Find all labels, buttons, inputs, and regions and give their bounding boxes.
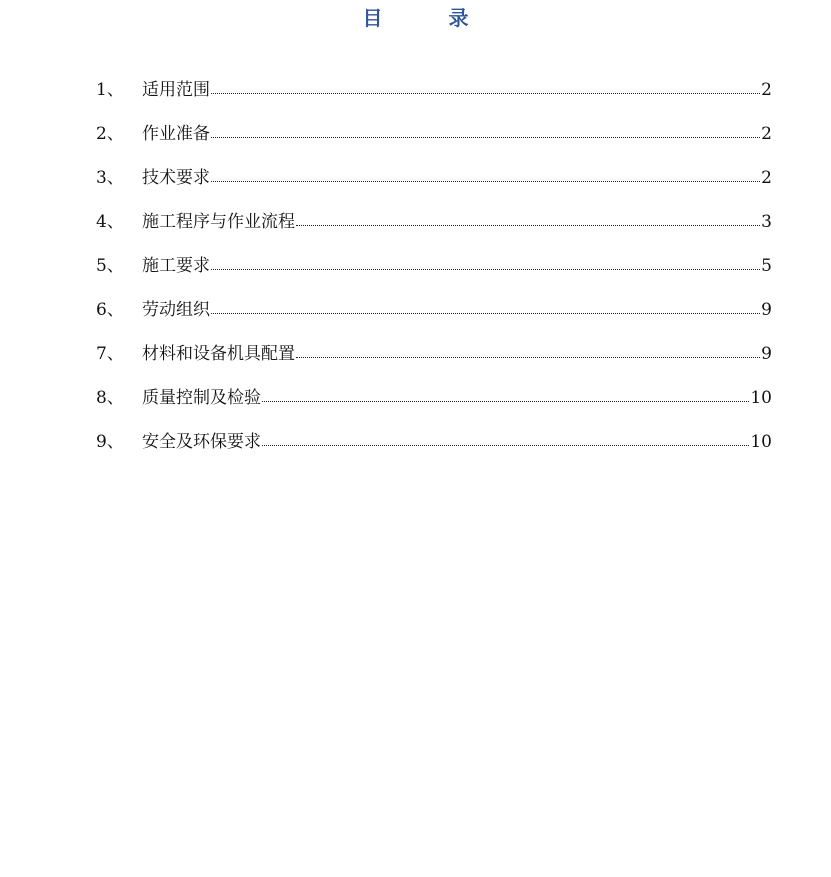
toc-entry-number: 1、 <box>96 80 124 100</box>
toc-entry-number: 2、 <box>96 124 124 144</box>
toc-entry-title: 安全及环保要求 <box>142 432 261 452</box>
toc-entry-page: 3 <box>761 212 772 232</box>
toc-entry-page: 10 <box>750 388 772 408</box>
toc-entry-number: 5、 <box>96 256 124 276</box>
toc-entry-1[interactable] <box>96 68 772 112</box>
dot-leader <box>262 400 749 402</box>
toc-entry-number: 9、 <box>96 432 124 452</box>
toc-entry-page: 9 <box>761 300 772 320</box>
toc-entry-7[interactable] <box>96 332 772 376</box>
toc-entry-number: 3、 <box>96 168 124 188</box>
toc-title-right: 录 <box>448 5 469 30</box>
toc-entry-9[interactable] <box>96 420 772 464</box>
toc-entry-title: 材料和设备机具配置 <box>142 344 295 364</box>
toc-entry-4[interactable] <box>96 200 772 244</box>
toc-entry-number: 6、 <box>96 300 124 320</box>
toc-entry-page: 2 <box>761 80 772 100</box>
toc-entry-page: 2 <box>761 124 772 144</box>
toc-entry-title: 质量控制及检验 <box>142 388 261 408</box>
toc-entry-title: 施工要求 <box>142 256 210 276</box>
toc-entry-page: 5 <box>761 256 772 276</box>
toc-list <box>96 68 772 464</box>
dot-leader <box>211 180 760 182</box>
toc-entry-5[interactable] <box>96 244 772 288</box>
toc-entry-page: 10 <box>750 432 772 452</box>
toc-entry-title: 劳动组织 <box>142 300 210 320</box>
toc-title <box>0 0 831 32</box>
toc-entry-2[interactable] <box>96 112 772 156</box>
toc-entry-number: 7、 <box>96 344 124 364</box>
toc-entry-3[interactable] <box>96 156 772 200</box>
toc-entry-title: 技术要求 <box>142 168 210 188</box>
dot-leader <box>296 356 760 358</box>
dot-leader <box>211 312 760 314</box>
toc-title-left: 目 <box>362 5 383 30</box>
toc-entry-title: 适用范围 <box>142 80 210 100</box>
dot-leader <box>211 92 760 94</box>
dot-leader <box>296 224 760 226</box>
toc-entry-title: 作业准备 <box>142 124 210 144</box>
toc-entry-page: 2 <box>761 168 772 188</box>
dot-leader <box>262 444 749 446</box>
toc-entry-title: 施工程序与作业流程 <box>142 212 295 232</box>
toc-entry-number: 4、 <box>96 212 124 232</box>
toc-entry-page: 9 <box>761 344 772 364</box>
toc-entry-8[interactable] <box>96 376 772 420</box>
toc-entry-number: 8、 <box>96 388 124 408</box>
toc-entry-6[interactable] <box>96 288 772 332</box>
dot-leader <box>211 268 760 270</box>
dot-leader <box>211 136 760 138</box>
